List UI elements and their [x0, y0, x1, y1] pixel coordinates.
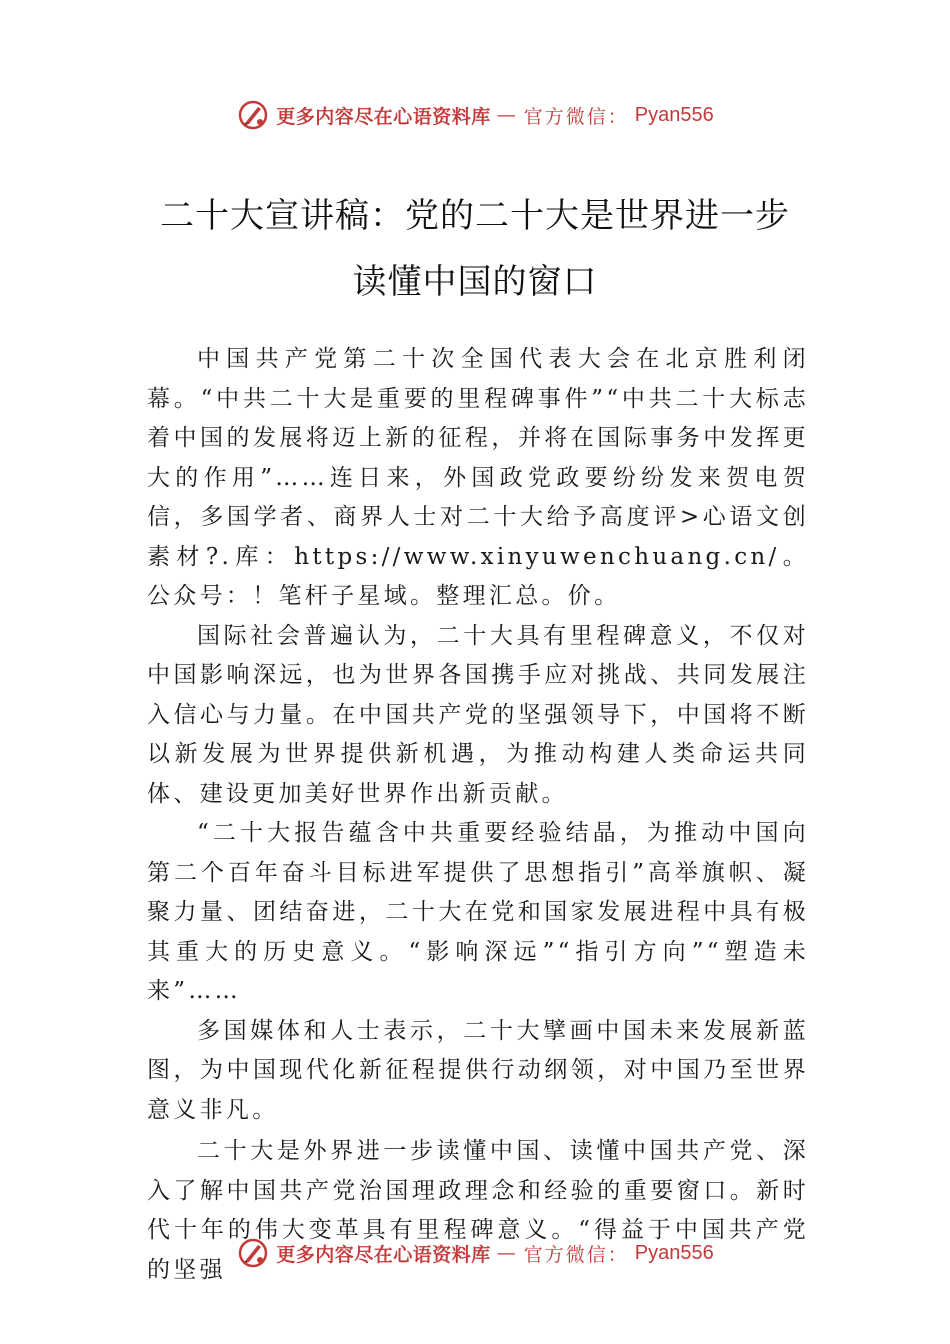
- watermark-official-label: 官方微信：: [523, 1243, 629, 1266]
- paragraph-1: 中国共产党第二十次全国代表大会在北京胜利闭幕。“中共二十大是重要的里程碑事件”“中共二十大标志着中国的发展将迈上新的征程，并将在国际事务中发挥更大的作用”……连日来，外国政党政要纷纷发来贺电贺信，多国学者、商界人士对二十大给予高度评>心语文创素材?.库：https://www.xinyuwenchuang.cn/。公众号：！笔杆子星域。整理汇总。价。: [147, 346, 809, 609]
- watermark-text: 更多内容尽在心语资料库: [276, 105, 491, 128]
- paragraph-5: 二十大是外界进一步读懂中国、读懂中国共产党、深入了解中国共产党治国理政理念和经验的重要窗口。新时代十年的伟大变革具有里程碑意义。“得益于中国共产党的坚强: [147, 1138, 809, 1283]
- title-line-2: 读懂中国的窗口: [352, 262, 598, 302]
- header-watermark: [0, 95, 950, 135]
- paragraph-4: 多国媒体和人士表示，二十大擘画中国未来发展新蓝图，为中国现代化新征程提供行动纲领，对中国乃至世界意义非凡。: [147, 1017, 809, 1123]
- document-body: [147, 340, 809, 1290]
- document-title: [80, 183, 870, 315]
- watermark-dash: —: [496, 1242, 518, 1264]
- paragraph-2: 国际社会普遍认为，二十大具有里程碑意义，不仅对中国影响深远，也为世界各国携手应对挑战、共同发展注入信心与力量。在中国共产党的坚强领导下，中国将不断以新发展为世界提供新机遇，为推动构建人类命运共同体、建设更加美好世界作出新贡献。: [147, 622, 809, 807]
- title-line-1: 二十大宣讲稿：党的二十大是世界进一步: [160, 196, 790, 236]
- footer-watermark: [0, 1233, 950, 1273]
- watermark-dash: —: [496, 104, 518, 126]
- pen-logo-icon: [236, 1236, 270, 1270]
- watermark-wechat-id: Pyan556: [634, 1241, 714, 1264]
- pen-logo-icon: [236, 98, 270, 132]
- watermark-official-label: 官方微信：: [523, 105, 629, 128]
- watermark-wechat-id: Pyan556: [634, 103, 714, 126]
- watermark-text: 更多内容尽在心语资料库: [276, 1243, 491, 1266]
- paragraph-3: “二十大报告蕴含中共重要经验结晶，为推动中国向第二个百年奋斗目标进军提供了思想指引”高举旗帜、凝聚力量、团结奋进，二十大在党和国家发展进程中具有极其重大的历史意义。“影响深远”“指引方向”“塑造未来”……: [147, 820, 809, 1004]
